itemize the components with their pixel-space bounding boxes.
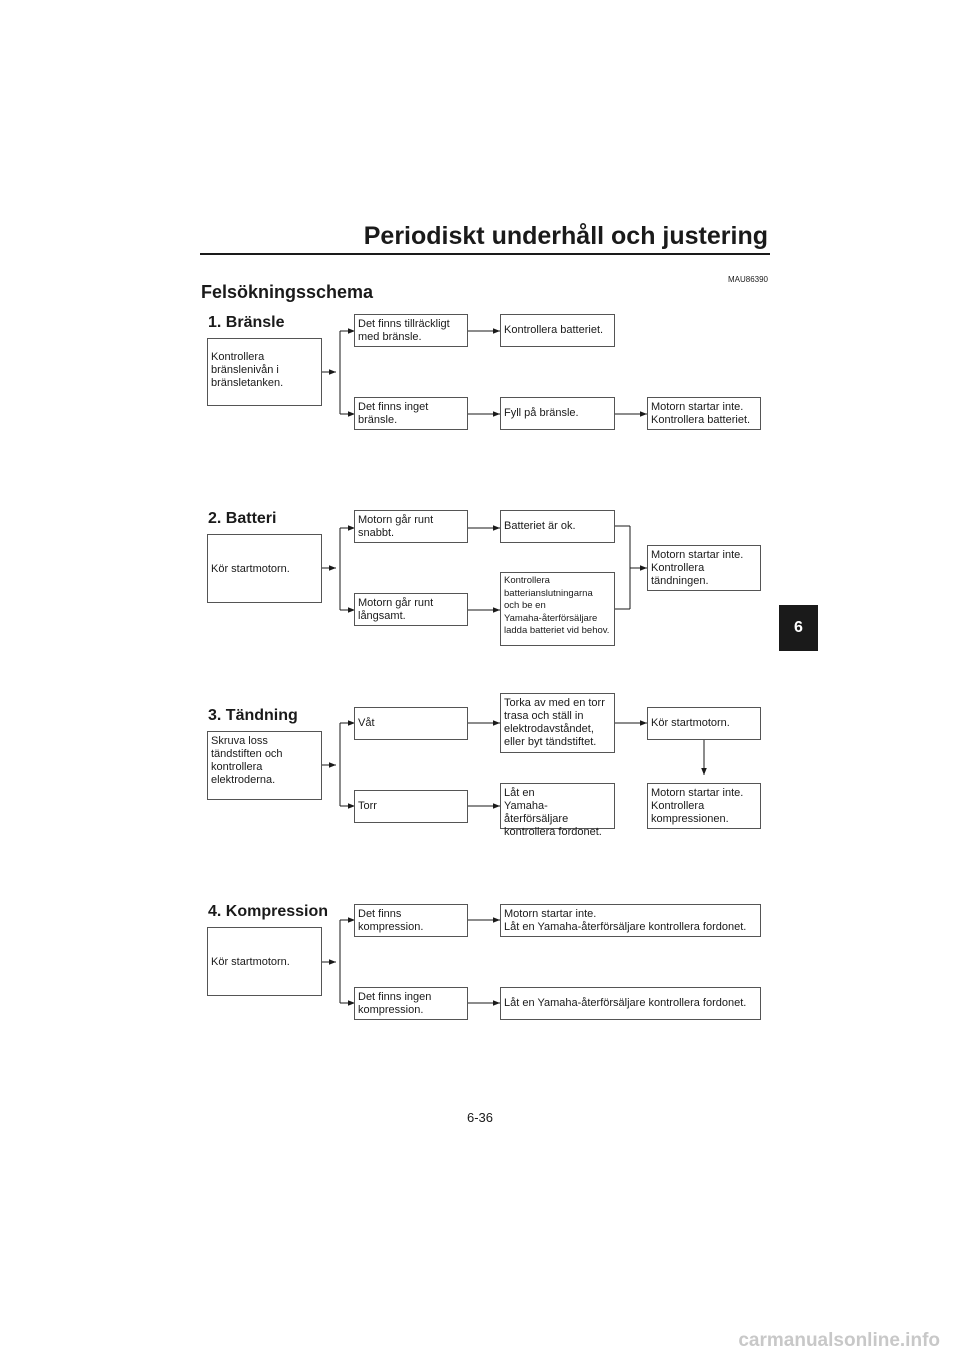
ignition-wet-box: Våt [354,707,468,740]
ignition-start-box: Skruva loss tändstiften och kontrollera elektroderna. [207,731,322,800]
ignition-final-box: Motorn startar inte. Kontrollera kompressionen. [647,783,761,829]
section-heading-fuel: 1. Bränsle [208,314,285,331]
fuel-yes-result-box: Kontrollera batteriet. [500,314,615,347]
fuel-no-result-box: Fyll på bränsle. [500,397,615,430]
compression-start-box: Kör startmotorn. [207,927,322,996]
fuel-no-box: Det finns inget bränsle. [354,397,468,430]
section-heading-battery: 2. Batteri [208,510,277,527]
section-heading-ignition: 3. Tändning [208,707,298,724]
fuel-start-box: Kontrollera bränslenivån i bränsletanken. [207,338,322,406]
ignition-dry-result-box: Låt en Yamaha-återförsäljare kontrollera fordonet. [500,783,615,829]
watermark: carmanualsonline.info [738,1330,940,1351]
compression-no-box: Det finns ingen kompression. [354,987,468,1020]
fuel-yes-box: Det finns tillräckligt med bränsle. [354,314,468,347]
chapter-tab: 6 [779,605,818,651]
page-number: 6-36 [466,1110,494,1125]
ignition-wet-result-box: Torka av med en torr trasa och ställ in elektrodavståndet, eller byt tändstiftet. [500,693,615,753]
page-header-title: Periodiskt underhåll och justering [363,222,768,250]
battery-fast-box: Motorn går runt snabbt. [354,510,468,543]
compression-no-result-box: Låt en Yamaha-återförsäljare kontrollera fordonet. [500,987,761,1020]
ignition-wet-next-box: Kör startmotorn. [647,707,761,740]
document-code: MAU86390 [727,275,768,284]
battery-slow-box: Motorn går runt långsamt. [354,593,468,626]
section-title: Felsökningsschema [201,282,374,302]
compression-yes-result-box: Motorn startar inte. Låt en Yamaha-återförsäljare kontrollera fordonet. [500,904,761,937]
section-heading-compression: 4. Kompression [208,903,329,920]
battery-final-box: Motorn startar inte. Kontrollera tändningen. [647,545,761,591]
fuel-final-box: Motorn startar inte. Kontrollera batteriet. [647,397,761,430]
battery-start-box: Kör startmotorn. [207,534,322,603]
battery-slow-result-box: Kontrollera batterianslutningarna och be en Yamaha-återförsäljare ladda batteriet vid behov. [500,572,615,646]
ignition-dry-box: Torr [354,790,468,823]
compression-yes-box: Det finns kompression. [354,904,468,937]
battery-fast-result-box: Batteriet är ok. [500,510,615,543]
